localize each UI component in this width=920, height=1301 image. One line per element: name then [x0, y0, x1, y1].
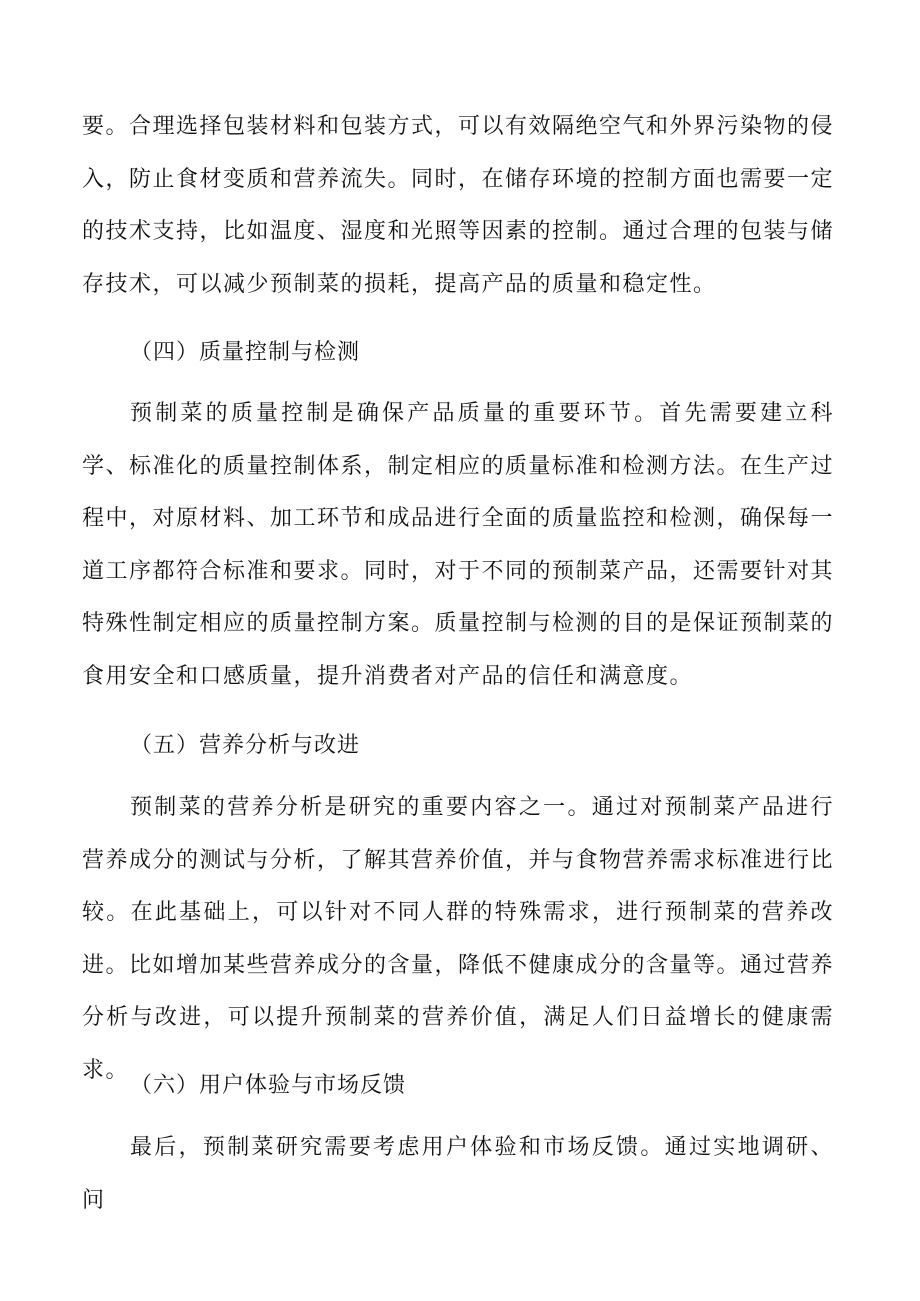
section-heading-quality-control: （四）质量控制与检测	[130, 340, 361, 365]
paragraph-user-experience: 最后，预制菜研究需要考虑用户体验和市场反馈。通过实地调研、问	[82, 1135, 834, 1213]
section-heading-nutrition-analysis: （五）营养分析与改进	[130, 733, 361, 758]
paragraph-quality-control: 预制菜的质量控制是确保产品质量的重要环节。首先需要建立科学、标准化的质量控制体系，制定相应的质量标准和检测方法。在生产过程中，对原材料、加工环节和成品进行全面的质量监控和检测，确保每一道工序都符合标准和要求。同时，对于不同的预制菜产品，还需要针对其特殊性制定相应的质量控制方案。质量控制与检测的目的是保证预制菜的食用安全和口感质量，提升消费者对产品的信任和满意度。	[82, 401, 835, 689]
paragraph-packaging-storage: 要。合理选择包装材料和包装方式，可以有效隔绝空气和外界污染物的侵入，防止食材变质和营养流失。同时，在储存环境的控制方面也需要一定的技术支持，比如温度、湿度和光照等因素的控制。通过合理的包装与储存技术，可以减少预制菜的损耗，提高产品的质量和稳定性。	[82, 114, 835, 297]
section-heading-user-experience: （六）用户体验与市场反馈	[130, 1073, 407, 1098]
paragraph-nutrition-analysis: 预制菜的营养分析是研究的重要内容之一。通过对预制菜产品进行营养成分的测试与分析，了解其营养价值，并与食物营养需求标准进行比较。在此基础上，可以针对不同人群的特殊需求，进行预制菜的营养改进。比如增加某些营养成分的含量，降低不健康成分的含量等。通过营养分析与改进，可以提升预制菜的营养价值，满足人们日益增长的健康需求。	[82, 795, 835, 1083]
